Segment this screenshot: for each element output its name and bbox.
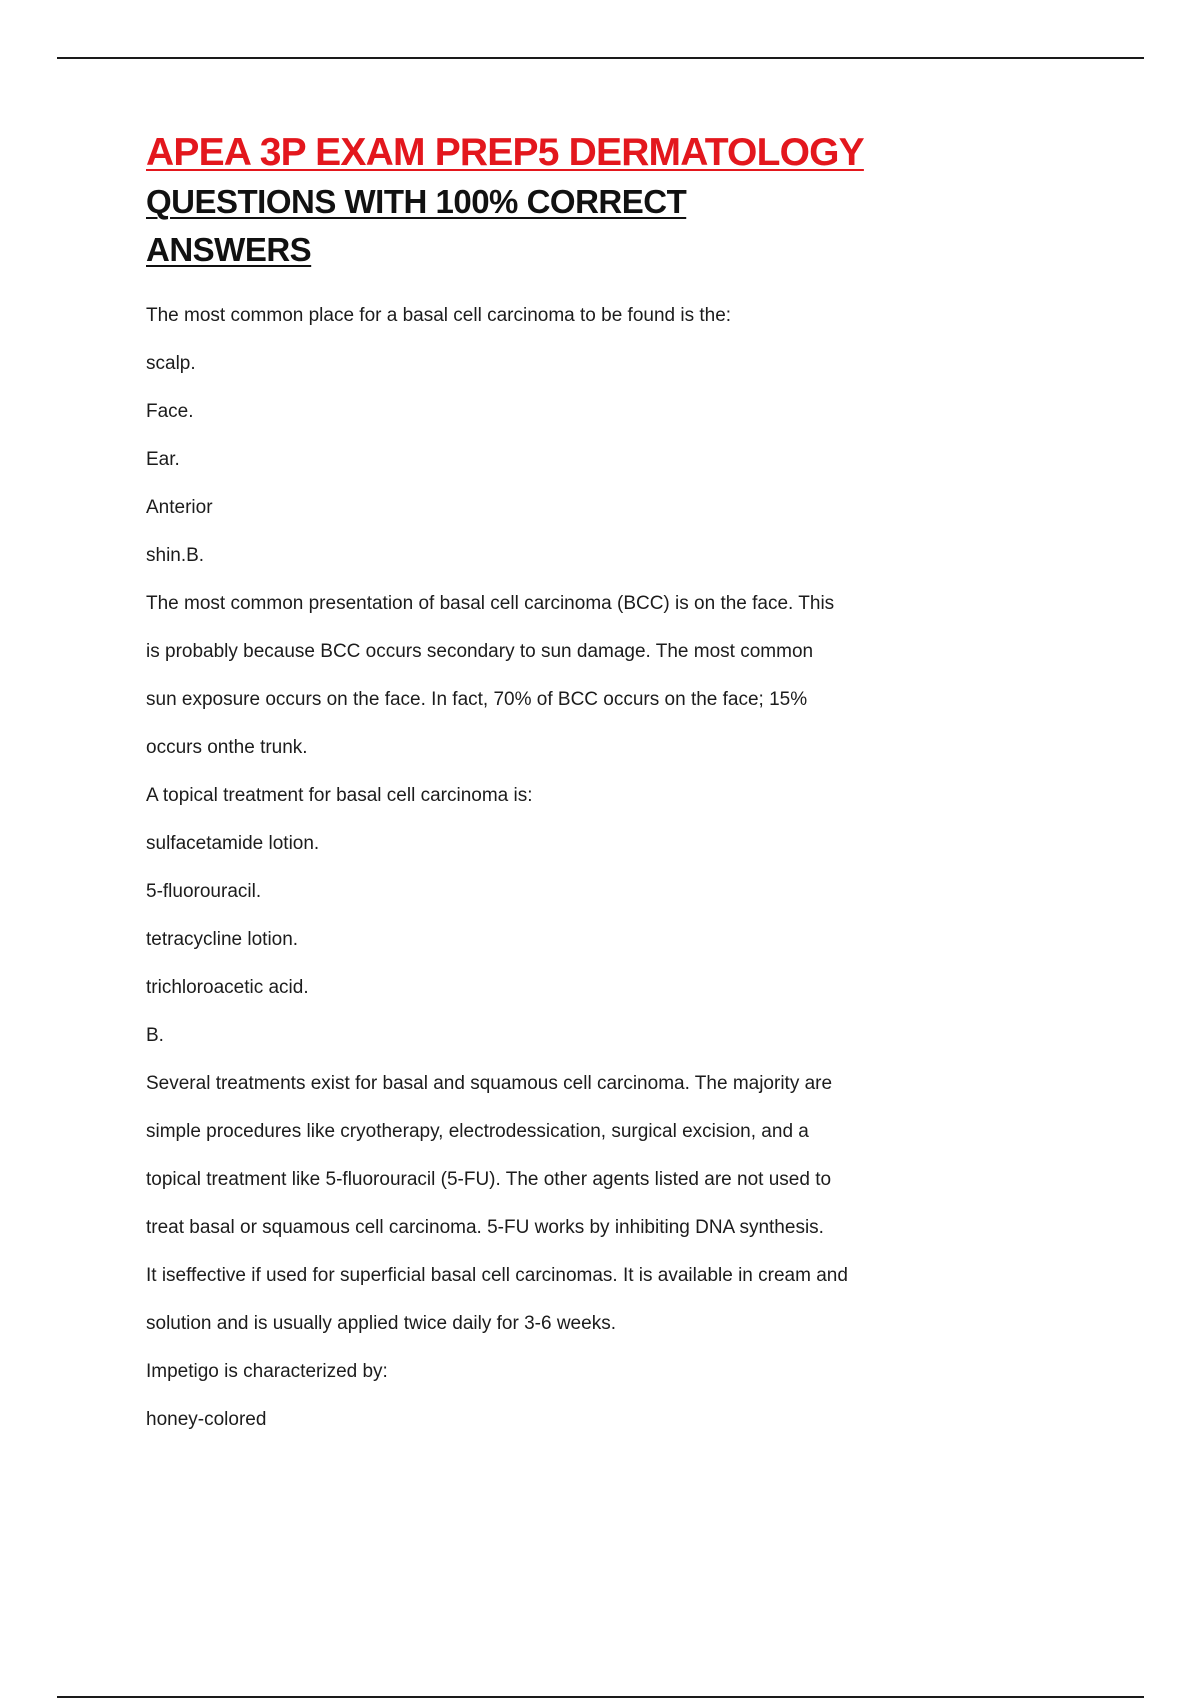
text-line: topical treatment like 5-fluorouracil (5-FU). The other agents listed are not used to [146, 1169, 832, 1190]
text-line: 5-fluorouracil. [146, 881, 262, 902]
text-line: solution and is usually applied twice daily for 3-6 weeks. [146, 1313, 616, 1334]
text-line: Several treatments exist for basal and squamous cell carcinoma. The majority are [146, 1073, 833, 1094]
text-line: shin.B. [146, 545, 205, 566]
text-line: honey-colored [146, 1409, 267, 1430]
document-title-primary: APEA 3P EXAM PREP5 DERMATOLOGY [146, 131, 864, 174]
text-line: sulfacetamide lotion. [146, 833, 320, 854]
text-line: The most common presentation of basal cell carcinoma (BCC) is on the face. This [146, 593, 835, 614]
text-line: A topical treatment for basal cell carcinoma is: [146, 785, 533, 806]
text-line: is probably because BCC occurs secondary to sun damage. The most common [146, 641, 814, 662]
text-line: Ear. [146, 449, 180, 470]
text-line: B. [146, 1025, 164, 1046]
text-line: Face. [146, 401, 194, 422]
header-rule [57, 57, 1144, 59]
question-text-block [146, 292, 906, 1444]
text-line: occurs onthe trunk. [146, 737, 308, 758]
text-line: It iseffective if used for superficial basal cell carcinomas. It is available in cream and [146, 1265, 848, 1286]
text-line: tetracycline lotion. [146, 929, 299, 950]
document-title-secondary [146, 178, 766, 274]
text-line: trichloroacetic acid. [146, 977, 309, 998]
text-line: The most common place for a basal cell carcinoma to be found is the: [146, 305, 732, 326]
text-line: Impetigo is characterized by: [146, 1361, 388, 1382]
text-line: simple procedures like cryotherapy, electrodessication, surgical excision, and a [146, 1121, 809, 1142]
document-body [146, 128, 906, 1444]
text-line: Anterior [146, 497, 213, 518]
text-line: treat basal or squamous cell carcinoma. 5-FU works by inhibiting DNA synthesis. [146, 1217, 824, 1238]
text-line: scalp. [146, 353, 196, 374]
document-title-secondary-text: QUESTIONS WITH 100% CORRECT ANSWERS [146, 183, 687, 268]
text-line: sun exposure occurs on the face. In fact, 70% of BCC occurs on the face; 15% [146, 689, 808, 710]
footer-rule [57, 1696, 1144, 1698]
